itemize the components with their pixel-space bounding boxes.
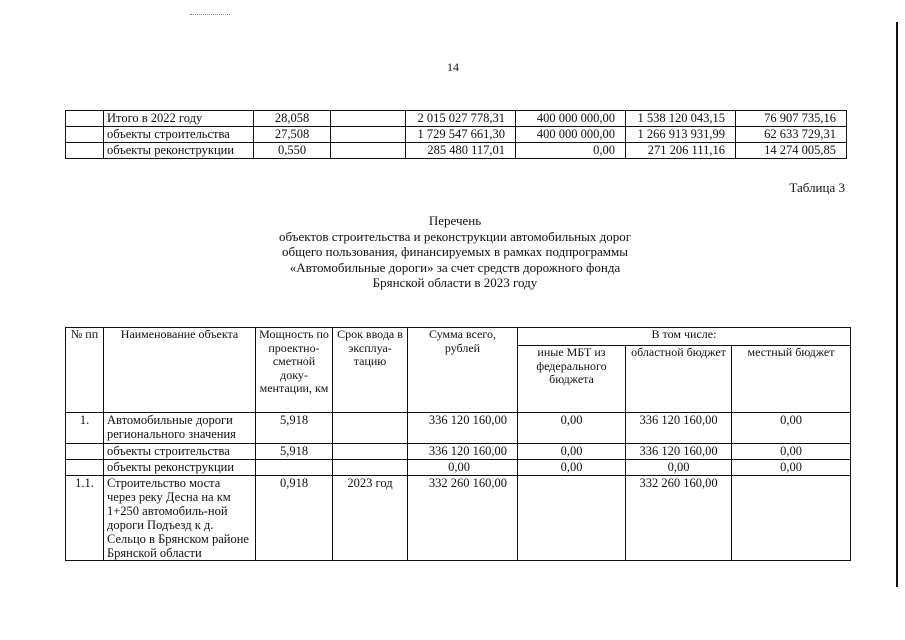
header-name: Наименование объекта: [104, 328, 256, 413]
total-cell: 336 120 160,00: [408, 413, 518, 444]
mbt-cell: 0,00: [516, 143, 626, 159]
total-cell: 332 260 160,00: [408, 476, 518, 561]
local-cell: [732, 476, 851, 561]
header-regional: областной бюджет: [626, 346, 732, 413]
year-cell: [333, 460, 408, 476]
capacity-cell: 5,918: [256, 444, 333, 460]
regional-cell: 1 266 913 931,99: [626, 127, 736, 143]
table-cell: [66, 127, 104, 143]
table-row: [66, 127, 847, 143]
table-row: [66, 444, 851, 460]
local-cell: 0,00: [732, 413, 851, 444]
regional-cell: 336 120 160,00: [626, 444, 732, 460]
row-name: Строительство моста через реку Десна на км 1+250 автомобиль-ной дороги Подъезд к д. Сельцо в Брянском районе Брянской области: [104, 476, 256, 561]
capacity-cell: 0,918: [256, 476, 333, 561]
total-cell: 0,00: [408, 460, 518, 476]
row-name: объекты строительства: [104, 127, 254, 143]
regional-cell: 1 538 120 043,15: [626, 111, 736, 127]
header-total: Сумма всего, рублей: [408, 328, 518, 413]
table-cell: [66, 111, 104, 127]
year-cell: 2023 год: [333, 476, 408, 561]
title-line: общего пользования, финансируемых в рамках подпрограммы: [282, 244, 628, 259]
header-row: [66, 328, 851, 346]
title-line: Брянской области в 2023 году: [372, 275, 538, 290]
total-cell: 1 729 547 661,30: [406, 127, 516, 143]
mbt-cell: 400 000 000,00: [516, 111, 626, 127]
local-cell: 14 274 005,85: [736, 143, 847, 159]
total-cell: 336 120 160,00: [408, 444, 518, 460]
num-cell: 1.: [66, 413, 104, 444]
local-cell: 0,00: [732, 460, 851, 476]
row-name: Автомобильные дороги регионального значения: [104, 413, 256, 444]
capacity-cell: 0,550: [254, 143, 331, 159]
year-cell: [333, 413, 408, 444]
table-row: [66, 460, 851, 476]
capacity-cell: 5,918: [256, 413, 333, 444]
capacity-cell: [256, 460, 333, 476]
summary-table: [65, 110, 847, 159]
regional-cell: 271 206 111,16: [626, 143, 736, 159]
row-name: объекты реконструкции: [104, 460, 256, 476]
header-capacity: Мощность по проектно-сметной доку-ментации, км: [256, 328, 333, 413]
row-name: Итого в 2022 году: [104, 111, 254, 127]
title-line: Перечень: [428, 213, 482, 228]
header-mbt: иные МБТ из федерального бюджета: [518, 346, 626, 413]
header-including: В том числе:: [518, 328, 851, 346]
num-cell: [66, 460, 104, 476]
year-cell: [331, 127, 406, 143]
mbt-cell: 0,00: [518, 413, 626, 444]
total-cell: 2 015 027 778,31: [406, 111, 516, 127]
title-line: «Автомобильные дороги» за счет средств дорожного фонда: [289, 259, 621, 275]
table-row: [66, 143, 847, 159]
mbt-cell: 0,00: [518, 444, 626, 460]
page-number: 14: [447, 60, 459, 74]
row-name: объекты реконструкции: [104, 143, 254, 159]
mbt-cell: 400 000 000,00: [516, 127, 626, 143]
main-table: [65, 327, 851, 561]
row-name: объекты строительства: [104, 444, 256, 460]
num-cell: 1.1.: [66, 476, 104, 561]
num-cell: [66, 444, 104, 460]
local-cell: 62 633 729,31: [736, 127, 847, 143]
local-cell: 0,00: [732, 444, 851, 460]
scan-edge-bar: [896, 22, 898, 587]
mbt-cell: [518, 476, 626, 561]
table-row: [66, 476, 851, 561]
header-local: местный бюджет: [732, 346, 851, 413]
table-label: Таблица 3: [789, 180, 845, 195]
mbt-cell: 0,00: [518, 460, 626, 476]
title-line: объектов строительства и реконструкции автомобильных дорог: [278, 228, 632, 244]
regional-cell: 336 120 160,00: [626, 413, 732, 444]
total-cell: 285 480 117,01: [406, 143, 516, 159]
year-cell: [331, 143, 406, 159]
capacity-cell: 27,508: [254, 127, 331, 143]
year-cell: [333, 444, 408, 460]
local-cell: 76 907 735,16: [736, 111, 847, 127]
document-title: [200, 213, 710, 291]
capacity-cell: 28,058: [254, 111, 331, 127]
table-row: [66, 111, 847, 127]
table-cell: [66, 143, 104, 159]
regional-cell: 332 260 160,00: [626, 476, 732, 561]
year-cell: [331, 111, 406, 127]
scan-artifact: [190, 14, 230, 17]
regional-cell: 0,00: [626, 460, 732, 476]
header-year: Срок ввода в эксплуа-тацию: [333, 328, 408, 413]
header-num: № пп: [66, 328, 104, 413]
table-row: [66, 413, 851, 444]
